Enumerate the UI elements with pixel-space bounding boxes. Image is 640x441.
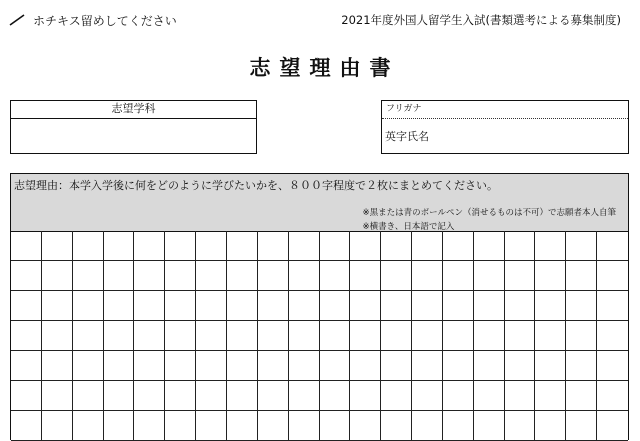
grid-cell[interactable]	[73, 321, 104, 351]
grid-cell[interactable]	[165, 261, 196, 291]
grid-cell[interactable]	[104, 231, 135, 261]
english-name-label: 英字氏名	[385, 130, 429, 143]
grid-cell[interactable]	[165, 351, 196, 381]
grid-cell[interactable]	[227, 291, 258, 321]
grid-cell[interactable]	[535, 351, 566, 381]
grid-cell[interactable]	[474, 351, 505, 381]
grid-cell[interactable]	[104, 291, 135, 321]
grid-cell[interactable]	[42, 411, 73, 441]
grid-cell[interactable]	[412, 231, 443, 261]
grid-cell[interactable]	[11, 411, 42, 441]
grid-cell[interactable]	[11, 261, 42, 291]
grid-cell[interactable]	[73, 231, 104, 261]
grid-cell[interactable]	[381, 261, 412, 291]
grid-cell[interactable]	[474, 411, 505, 441]
writing-note: ※横書き、日本語で記入	[362, 222, 455, 232]
grid-cell[interactable]	[104, 261, 135, 291]
grid-cell[interactable]	[11, 231, 42, 261]
grid-cell[interactable]	[350, 381, 381, 411]
grid-cell[interactable]	[42, 231, 73, 261]
grid-cell[interactable]	[505, 321, 536, 351]
grid-cell[interactable]	[227, 231, 258, 261]
grid-cell[interactable]	[165, 291, 196, 321]
grid-cell[interactable]	[566, 261, 597, 291]
grid-cell[interactable]	[350, 321, 381, 351]
grid-cell[interactable]	[104, 411, 135, 441]
grid-cell[interactable]	[597, 261, 628, 291]
grid-cell[interactable]	[566, 291, 597, 321]
grid-cell[interactable]	[350, 231, 381, 261]
grid-cell[interactable]	[289, 291, 320, 321]
grid-cell[interactable]	[227, 351, 258, 381]
manuscript-grid[interactable]	[10, 231, 629, 440]
grid-cell[interactable]	[412, 261, 443, 291]
grid-cell[interactable]	[289, 351, 320, 381]
grid-cell[interactable]	[134, 291, 165, 321]
grid-cell[interactable]	[227, 261, 258, 291]
grid-cell[interactable]	[320, 321, 351, 351]
grid-cell[interactable]	[505, 411, 536, 441]
grid-cell[interactable]	[443, 261, 474, 291]
grid-cell[interactable]	[381, 291, 412, 321]
grid-cell[interactable]	[289, 261, 320, 291]
grid-cell[interactable]	[73, 411, 104, 441]
writing-note: ※黒または青のボールペン（消せるものは不可）で志願者本人自筆	[362, 208, 616, 218]
grid-cell[interactable]	[535, 261, 566, 291]
exam-title: 2021年度外国人留学生入試(書類選考による募集制度)	[341, 13, 621, 27]
grid-cell[interactable]	[289, 231, 320, 261]
grid-cell[interactable]	[412, 351, 443, 381]
grid-cell[interactable]	[258, 261, 289, 291]
grid-cell[interactable]	[597, 291, 628, 321]
grid-cell[interactable]	[196, 321, 227, 351]
grid-cell[interactable]	[289, 321, 320, 351]
grid-cell[interactable]	[134, 321, 165, 351]
grid-cell[interactable]	[42, 381, 73, 411]
grid-cell[interactable]	[258, 411, 289, 441]
grid-cell[interactable]	[11, 291, 42, 321]
grid-cell[interactable]	[165, 321, 196, 351]
grid-cell[interactable]	[134, 351, 165, 381]
grid-cell[interactable]	[535, 321, 566, 351]
grid-cell[interactable]	[320, 351, 351, 381]
grid-cell[interactable]	[196, 261, 227, 291]
grid-cell[interactable]	[474, 291, 505, 321]
grid-cell[interactable]	[412, 411, 443, 441]
grid-cell[interactable]	[73, 351, 104, 381]
grid-cell[interactable]	[196, 231, 227, 261]
grid-cell[interactable]	[196, 411, 227, 441]
grid-cell[interactable]	[505, 351, 536, 381]
grid-cell[interactable]	[412, 381, 443, 411]
grid-cell[interactable]	[42, 351, 73, 381]
grid-cell[interactable]	[566, 231, 597, 261]
grid-cell[interactable]	[597, 351, 628, 381]
grid-cell[interactable]	[505, 291, 536, 321]
furigana-label: フリガナ	[382, 101, 628, 119]
grid-cell[interactable]	[258, 351, 289, 381]
grid-cell[interactable]	[320, 411, 351, 441]
grid-cell[interactable]	[104, 381, 135, 411]
grid-cell[interactable]	[381, 321, 412, 351]
grid-cell[interactable]	[258, 231, 289, 261]
grid-cell[interactable]	[258, 291, 289, 321]
grid-cell[interactable]	[320, 381, 351, 411]
grid-cell[interactable]	[73, 261, 104, 291]
grid-cell[interactable]	[73, 291, 104, 321]
grid-cell[interactable]	[42, 321, 73, 351]
grid-cell[interactable]	[443, 351, 474, 381]
grid-cell[interactable]	[196, 291, 227, 321]
grid-cell[interactable]	[412, 321, 443, 351]
grid-cell[interactable]	[505, 231, 536, 261]
grid-cell[interactable]	[443, 381, 474, 411]
grid-cell[interactable]	[381, 351, 412, 381]
grid-cell[interactable]	[11, 381, 42, 411]
grid-cell[interactable]	[443, 231, 474, 261]
writing-notes	[363, 206, 616, 234]
grid-cell[interactable]	[350, 291, 381, 321]
grid-cell[interactable]	[227, 381, 258, 411]
grid-cell[interactable]	[42, 291, 73, 321]
reason-instruction: 志望理由：本学入学後に何をどのように学びたいかを、８００字程度で２枚にまとめてください。	[14, 179, 498, 192]
grid-cell[interactable]	[566, 321, 597, 351]
grid-cell[interactable]	[597, 231, 628, 261]
grid-cell[interactable]	[505, 261, 536, 291]
grid-cell[interactable]	[258, 381, 289, 411]
department-field[interactable]	[10, 100, 257, 154]
grid-cell[interactable]	[134, 411, 165, 441]
grid-cell[interactable]	[320, 291, 351, 321]
grid-cell[interactable]	[381, 411, 412, 441]
grid-cell[interactable]	[104, 351, 135, 381]
grid-cell[interactable]	[474, 261, 505, 291]
grid-cell[interactable]	[350, 261, 381, 291]
grid-cell[interactable]	[505, 381, 536, 411]
name-field[interactable]	[381, 100, 629, 154]
grid-cell[interactable]	[535, 291, 566, 321]
document-title: 志望理由書	[249, 55, 400, 80]
grid-cell[interactable]	[474, 321, 505, 351]
grid-cell[interactable]	[258, 321, 289, 351]
grid-cell[interactable]	[165, 231, 196, 261]
grid-cell[interactable]	[474, 381, 505, 411]
grid-cell[interactable]	[597, 381, 628, 411]
staple-note: ホチキス留めしてください	[33, 14, 177, 28]
grid-cell[interactable]	[597, 321, 628, 351]
grid-cell[interactable]	[11, 321, 42, 351]
grid-cell[interactable]	[73, 381, 104, 411]
grid-cell[interactable]	[11, 351, 42, 381]
grid-cell[interactable]	[443, 411, 474, 441]
grid-cell[interactable]	[350, 411, 381, 441]
grid-cell[interactable]	[289, 381, 320, 411]
grid-cell[interactable]	[535, 411, 566, 441]
grid-cell[interactable]	[381, 231, 412, 261]
grid-cell[interactable]	[566, 411, 597, 441]
grid-cell[interactable]	[535, 231, 566, 261]
grid-cell[interactable]	[535, 381, 566, 411]
department-label: 志望学科	[11, 101, 256, 119]
grid-cell[interactable]	[443, 321, 474, 351]
grid-cell[interactable]	[165, 381, 196, 411]
grid-cell[interactable]	[350, 351, 381, 381]
grid-cell[interactable]	[196, 381, 227, 411]
grid-cell[interactable]	[227, 321, 258, 351]
grid-cell[interactable]	[104, 321, 135, 351]
grid-cell[interactable]	[320, 261, 351, 291]
grid-cell[interactable]	[289, 411, 320, 441]
grid-cell[interactable]	[134, 231, 165, 261]
grid-cell[interactable]	[474, 231, 505, 261]
grid-cell[interactable]	[196, 351, 227, 381]
grid-cell[interactable]	[320, 231, 351, 261]
grid-cell[interactable]	[443, 291, 474, 321]
grid-cell[interactable]	[227, 411, 258, 441]
reason-instruction-box	[10, 173, 629, 232]
grid-cell[interactable]	[566, 351, 597, 381]
grid-cell[interactable]	[412, 291, 443, 321]
grid-cell[interactable]	[566, 381, 597, 411]
grid-cell[interactable]	[165, 411, 196, 441]
grid-cell[interactable]	[134, 381, 165, 411]
grid-cell[interactable]	[42, 261, 73, 291]
grid-cell[interactable]	[597, 411, 628, 441]
staple-line-icon	[9, 14, 25, 26]
grid-cell[interactable]	[134, 261, 165, 291]
grid-cell[interactable]	[381, 381, 412, 411]
